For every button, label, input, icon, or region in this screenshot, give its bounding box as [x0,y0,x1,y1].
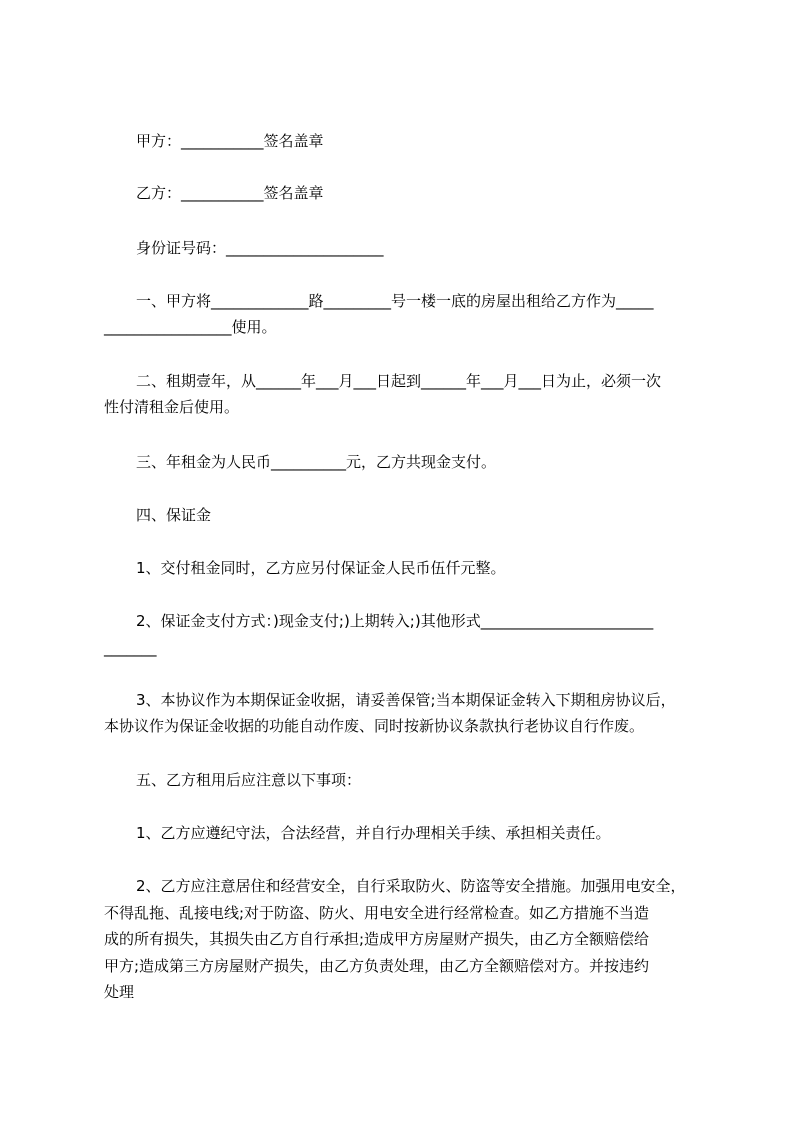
clause4-item2-line1: 2、保证金支付方式：)现金支付;)上期转入;)其他形式_______________________ [136,612,654,630]
clause4-item1: 1、交付租金同时，乙方应另付保证金人民币伍仟元整。 [136,559,506,577]
party-a-signature-line: 甲方：___________签名盖章 [136,132,324,150]
id-number-line: 身份证号码：_____________________ [136,239,384,257]
clause3-line: 三、年租金为人民币__________元，乙方共现金支付。 [136,453,497,471]
clause2-line1: 二、租期壹年，从______年___月___日起到______年___月___日为止，必须一次 [136,372,662,390]
clause4-item2-line2: _______ [104,639,157,657]
clause2-line2: 性付清租金后使用。 [104,398,240,416]
clause5-item2-line3: 成的所有损失，其损失由乙方自行承担;造成甲方房屋财产损失，由乙方全额赔偿给 [104,930,650,948]
clause5-item2-line1: 2、乙方应注意居住和经营安全，自行采取防火、防盗等安全措施。加强用电安全， [136,877,686,895]
clause1-line1: 一、甲方将_____________路_________号一楼一底的房屋出租给乙方作为_____ [136,292,654,310]
clause4-title: 四、保证金 [136,506,212,524]
clause5-item2-line4: 甲方;造成第三方房屋财产损失，由乙方负责处理，由乙方全额赔偿对方。并按违约 [104,957,650,975]
clause5-item2-line5: 处理 [104,983,135,1001]
clause5-item2-line2: 不得乱拖、乱接电线;对于防盗、防火、用电安全进行经常检查。如乙方措施不当造 [104,904,650,922]
party-b-signature-line: 乙方：___________签名盖章 [136,184,324,202]
clause5-item1: 1、乙方应遵纪守法，合法经营，并自行办理相关手续、承担相关责任。 [136,824,611,842]
clause4-item3-line2: 本协议作为保证金收据的功能自动作废、同时按新协议条款执行老协议自行作废。 [104,717,645,735]
clause1-line2: _________________使用。 [104,318,277,336]
clause5-title: 五、乙方租用后应注意以下事项： [136,771,362,789]
clause4-item3-line1: 3、本协议作为本期保证金收据，请妥善保管;当本期保证金转入下期租房协议后， [136,691,676,709]
